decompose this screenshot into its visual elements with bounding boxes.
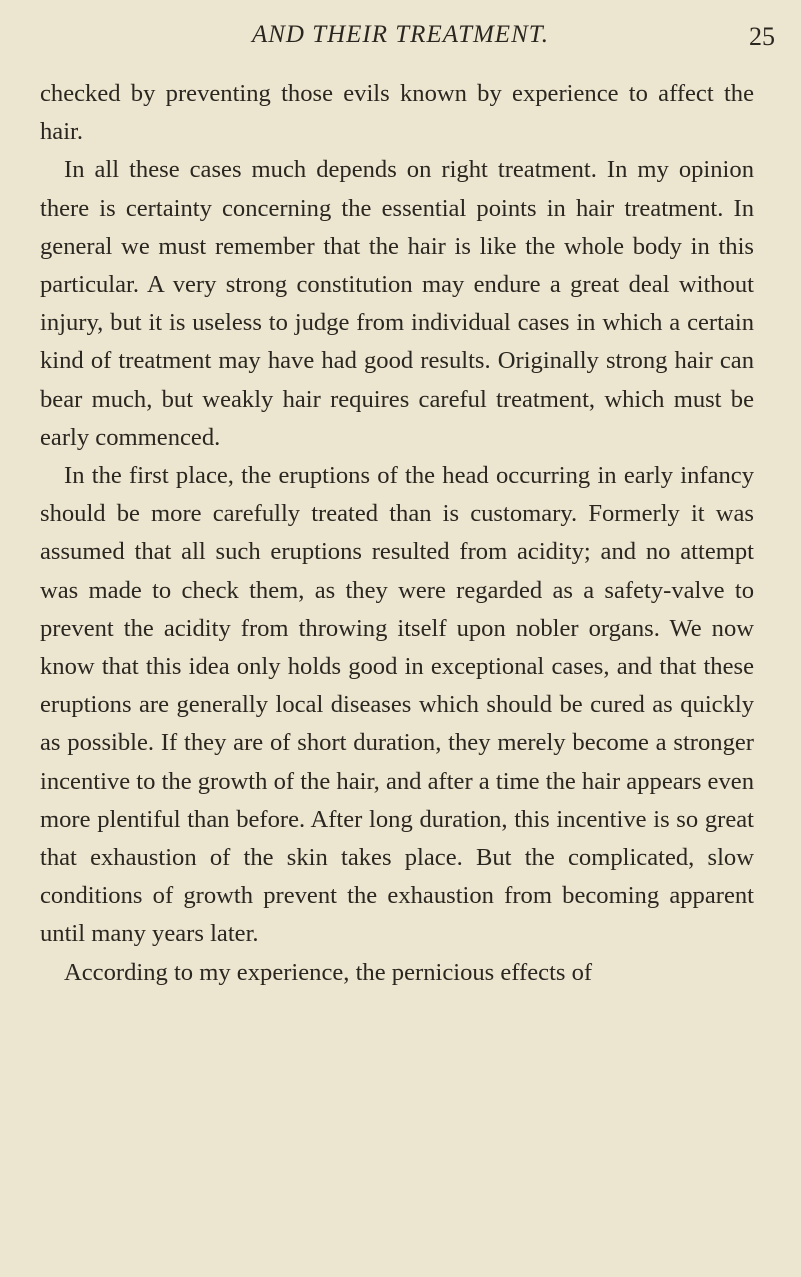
- page-number: 25: [749, 22, 775, 51]
- running-title: AND THEIR TREATMENT.: [251, 21, 550, 48]
- paragraph: According to my experience, the pernicious effects of: [64, 958, 593, 986]
- body-text: [40, 75, 754, 992]
- paragraph: In all these cases much depends on right treatment. In my opinion there is certainty concerning the essential points in hair treatment. In general we must remember that the hair is like the whole body in this particular. A very strong constitution may endure a great deal without injury, but it is useless to judge from individual cases in which a certain kind of treatment may have had good results. Originally strong hair can bear much, but weakly hair requires careful treatment, which must be early commenced.: [40, 156, 754, 451]
- running-head: [0, 16, 801, 56]
- paragraph: In the first place, the eruptions of the head occurring in early infancy should be more carefully treated than is customary. Formerly it was assumed that all such eruptions resulted from acidity; and no attempt was made to check them, as they were regarded as a safety-valve to prevent the acidity from throwing itself upon nobler organs. We now know that this idea only holds good in exceptional cases, and that these eruptions are generally local diseases which should be cured as quickly as possible. If they are of short duration, they merely become a stronger incentive to the growth of the hair, and after a time the hair appears even more plentiful than before. After long duration, this incentive is so great that exhaustion of the skin takes place. But the complicated, slow conditions of growth prevent the exhaustion from becoming apparent until many years later.: [40, 462, 754, 948]
- paragraph-continuation: checked by preventing those evils known by experience to affect the hair.: [40, 80, 754, 146]
